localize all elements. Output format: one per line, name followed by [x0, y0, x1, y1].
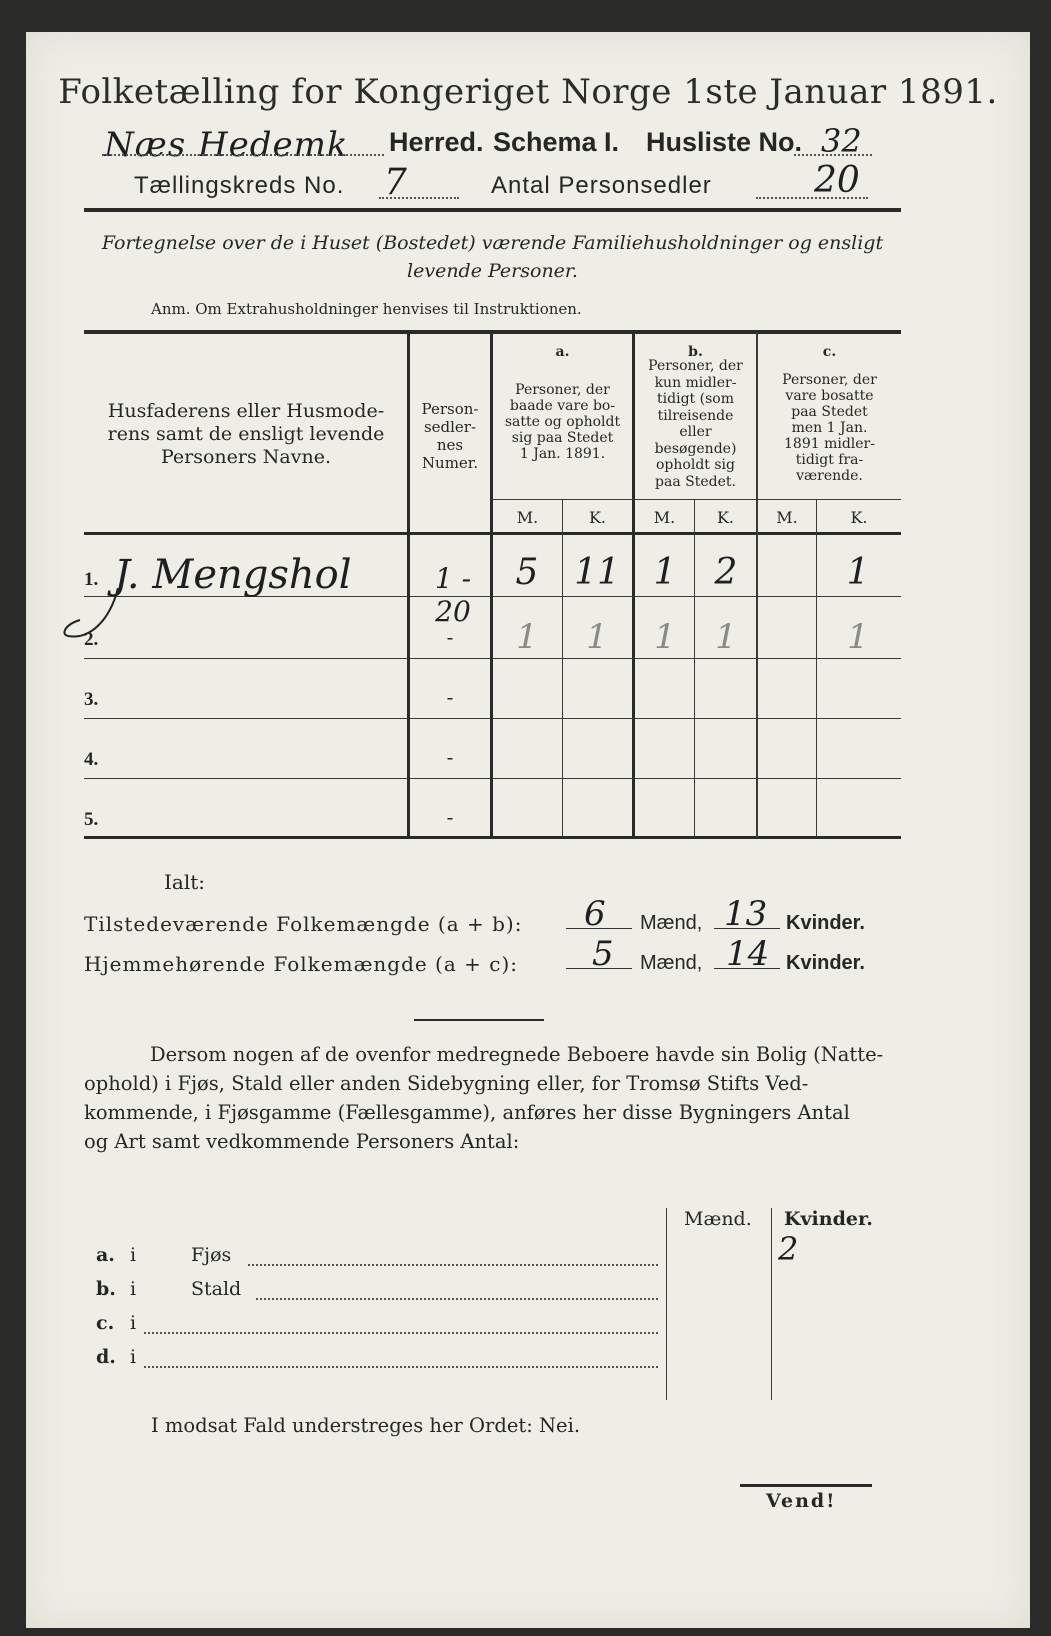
buildings-kvinder-header: Kvinder. — [784, 1208, 873, 1230]
schema-label: Schema I. — [493, 127, 620, 157]
form-title: Folketælling for Kongeriget Norge 1ste Januar 1891. — [58, 72, 998, 112]
col-c-header-line: men 1 Jan. — [791, 420, 868, 436]
row-line — [493, 718, 901, 719]
building-name: Fjøs — [191, 1244, 232, 1266]
anm-note: Anm. Om Extrahusholdninger henvises til Instruktionen. — [151, 300, 582, 318]
census-form-page — [26, 32, 1030, 1628]
mk-label: M. — [776, 508, 798, 527]
buildings-maend-header: Mænd. — [684, 1208, 752, 1230]
row-persons: - — [446, 685, 454, 709]
col-a-header — [493, 382, 632, 462]
buildings-col-divider-2 — [771, 1208, 772, 1400]
col-c-header — [758, 372, 901, 484]
row-persons: - — [446, 745, 454, 769]
row-number: 4. — [84, 749, 99, 770]
mk-label: K. — [588, 508, 607, 527]
cell-c-k: 1 — [846, 552, 870, 593]
row-line — [410, 718, 490, 719]
herred-dots — [102, 154, 384, 156]
cell-b-k: 1 — [715, 617, 737, 657]
kvinder-label: Kvinder. — [786, 952, 865, 974]
herred-label: Herred. — [389, 127, 484, 157]
col-a-letter: a. — [555, 344, 570, 360]
col-name-header-line: Personers Navne. — [160, 446, 331, 468]
mk-label: M. — [516, 508, 539, 527]
building-prep: i — [130, 1312, 137, 1334]
husliste-value: 32 — [821, 122, 862, 160]
col-b-header-line: opholdt sig — [656, 457, 735, 473]
intro-line2: levende Personer. — [407, 260, 578, 282]
row-line — [84, 658, 407, 659]
cell-a-k: 1 — [586, 617, 608, 657]
kreds-label: Tællingskreds No. — [134, 172, 345, 199]
col-c-header-line: vare bosatte — [785, 388, 874, 404]
row-persons: - — [446, 625, 454, 649]
row-line — [410, 778, 490, 779]
mk-divider-a — [562, 499, 563, 837]
herred-value: Næs Hedemk — [104, 125, 349, 165]
header-rule — [84, 208, 901, 212]
antal-value: 20 — [814, 160, 860, 201]
building-letter: d. — [96, 1346, 116, 1368]
mk-label: K. — [850, 508, 868, 527]
total-line1-k: 13 — [724, 894, 768, 934]
buildings-col-divider-1 — [666, 1208, 667, 1400]
maend-label: Mænd, — [640, 912, 703, 934]
col-c-header-line: 1891 midler- — [784, 436, 875, 452]
col-num-header-line: Numer. — [421, 454, 479, 472]
cell-a-m: 1 — [516, 617, 538, 657]
col-a-header-line: 1 Jan. 1891. — [519, 446, 606, 462]
row-line — [84, 718, 407, 719]
col-b-header-line: Personer, der — [648, 358, 743, 374]
name-flourish — [60, 580, 140, 640]
cell-c-k: 1 — [847, 617, 869, 657]
col-c-header-line: værende. — [796, 468, 863, 484]
building-name: Stald — [191, 1278, 242, 1300]
mk-label: K. — [716, 508, 735, 527]
col-b-header-line: eller — [679, 424, 712, 440]
total-tilstede-label: Tilstedeværende Folkemængde (a + b): — [84, 912, 523, 936]
row-number: 3. — [84, 689, 99, 710]
col-c-header-line: tidigt fra- — [795, 452, 864, 468]
building-prep: i — [130, 1346, 137, 1368]
total-hjemme-label: Hjemmehørende Folkemængde (a + c): — [84, 952, 518, 976]
cell-b-m: 1 — [653, 552, 677, 593]
col-name-header-line: rens samt de ensligt levende — [107, 423, 385, 445]
building-dots — [256, 1298, 658, 1300]
building-dots — [144, 1332, 658, 1334]
col-b-header-line: paa Stedet. — [655, 473, 736, 490]
paragraph-line: ophold) i Fjøs, Stald eller anden Sidebygning eller, for Tromsø Stifts Ved- — [84, 1072, 809, 1095]
row-line — [493, 658, 901, 659]
col-b-header-line: kun midler- — [654, 374, 737, 391]
total-line1-m: 6 — [584, 894, 606, 934]
col-name-header-line: Husfaderens eller Husmode- — [107, 400, 385, 422]
row-number: 1. — [84, 569, 99, 590]
intro-line1: Fortegnelse over de i Huset (Bostedet) værende Familiehusholdninger og ensligt — [101, 232, 884, 254]
row-line — [493, 778, 901, 779]
ialt-label: Ialt: — [164, 870, 205, 894]
total-line2-k: 14 — [726, 934, 770, 974]
col-c-header-line: Personer, der — [782, 372, 877, 388]
total-line2-m: 5 — [592, 934, 614, 974]
buildings-kvinder-value: 2 — [778, 1230, 799, 1268]
row-persons: 1 - 20 — [434, 562, 472, 628]
maend-label: Mænd, — [640, 952, 703, 974]
col-c-letter: c. — [822, 344, 837, 360]
col-a-header-line: satte og opholdt — [504, 414, 621, 430]
paragraph-line: og Art samt vedkommende Personers Antal: — [84, 1130, 520, 1153]
paragraph-line: Dersom nogen af de ovenfor medregnede Beboere havde sin Bolig (Natte- — [150, 1043, 884, 1066]
col-a-header-line: sig paa Stedet — [511, 430, 614, 446]
mk-label: M. — [653, 508, 676, 527]
row-number: 5. — [84, 809, 99, 830]
col-num-header — [410, 400, 490, 472]
building-dots — [144, 1366, 658, 1368]
husliste-label: Husliste No. — [646, 127, 803, 157]
building-letter: b. — [96, 1278, 116, 1300]
section-divider — [414, 1019, 544, 1021]
cell-a-k: 11 — [574, 552, 620, 593]
col-num-header-line: sedler- — [423, 418, 477, 436]
buildings-paragraph — [84, 1040, 904, 1156]
row-line — [493, 596, 901, 597]
mk-row-line — [492, 499, 901, 500]
kreds-value: 7 — [384, 162, 407, 203]
building-prep: i — [130, 1244, 137, 1266]
col-c-header-line: paa Stedet — [791, 404, 868, 420]
row-persons: - — [446, 805, 454, 829]
col-b-header-line: tilreisende — [657, 407, 734, 424]
paragraph-line: kommende, i Fjøsgamme (Fællesgamme), anføres her disse Bygningers Antal — [84, 1101, 850, 1124]
col-a-header-line: Personer, der — [515, 382, 610, 398]
col-a-header-line: baade vare bo- — [509, 398, 616, 414]
kvinder-label: Kvinder. — [786, 912, 865, 934]
modsat-note: I modsat Fald understreges her Ordet: Nei. — [151, 1414, 581, 1437]
col-num-header-line: Person- — [421, 400, 479, 418]
cell-a-m: 5 — [515, 552, 539, 593]
building-dots — [248, 1264, 658, 1266]
col-b-header-line: besøgende) — [654, 440, 737, 457]
building-letter: c. — [96, 1312, 115, 1334]
mk-divider-b — [694, 499, 695, 837]
antal-label: Antal Personsedler — [491, 172, 712, 199]
col-b-letter: b. — [688, 344, 703, 360]
col-name-header — [86, 400, 406, 469]
vend-rule — [740, 1484, 872, 1487]
cell-b-m: 1 — [654, 617, 676, 657]
col-num-header-line: nes — [436, 436, 464, 454]
mk-divider-c — [816, 499, 817, 837]
cell-b-k: 2 — [714, 552, 738, 593]
vend-label: Vend! — [766, 1490, 837, 1512]
col-b-header — [635, 358, 756, 490]
row-number: 2. — [84, 629, 99, 650]
row-line — [410, 658, 490, 659]
building-prep: i — [130, 1278, 137, 1300]
row-line — [84, 778, 407, 779]
col-b-header-line: tidigt (som — [657, 391, 734, 407]
row-name: J. Mengshol — [114, 552, 352, 598]
building-letter: a. — [96, 1244, 115, 1266]
